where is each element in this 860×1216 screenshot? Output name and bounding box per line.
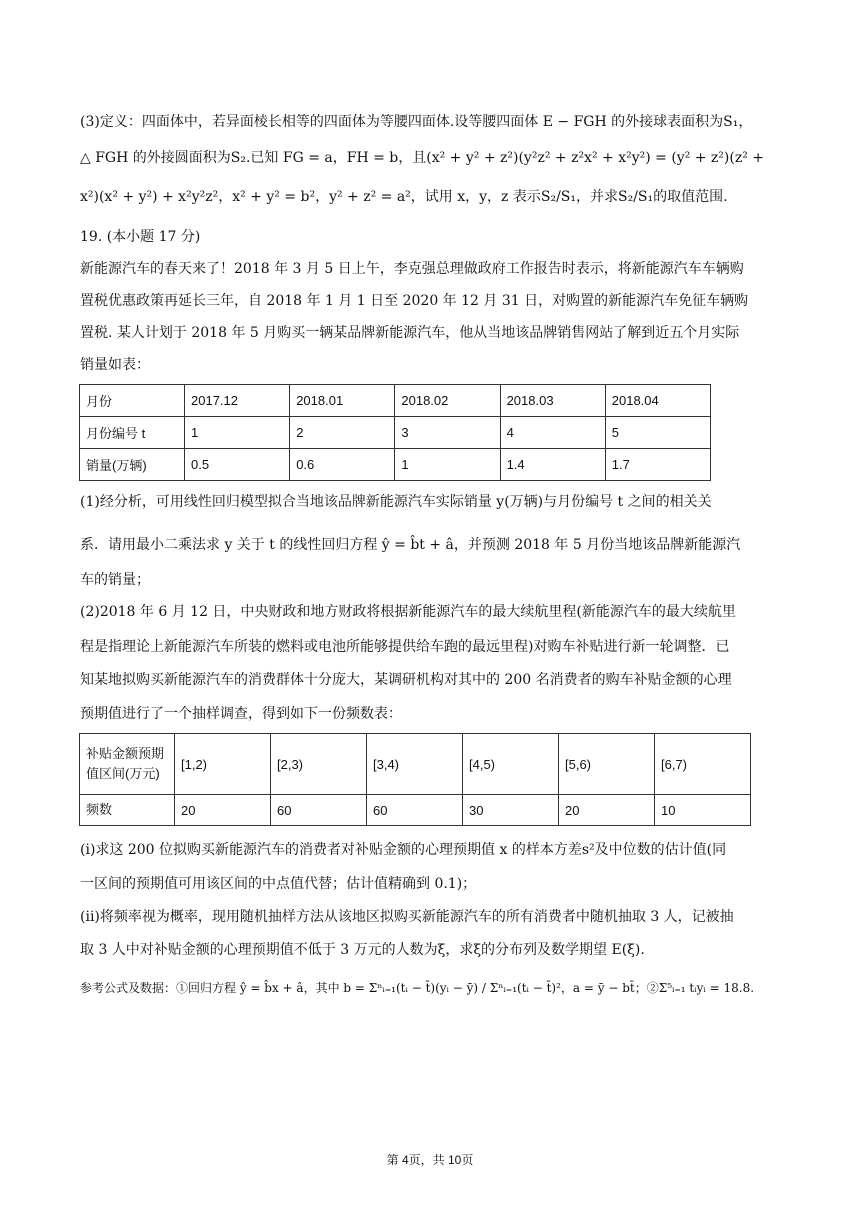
table-cell: 0.6 (290, 449, 395, 481)
table-cell: [1,2) (175, 734, 271, 795)
reference-formulas: 参考公式及数据：①回归方程 ŷ = b̂x + â，其中 b = Σⁿᵢ₌₁(tᵢ − t̄)(yᵢ − ȳ) / Σⁿᵢ₌₁(tᵢ − t̄)²，a = ȳ − bt̄；②Σ⁵ᵢ₌₁ tᵢyᵢ = 18.8. (80, 981, 755, 995)
table-cell: [4,5) (463, 734, 559, 795)
table-cell: 频数 (80, 795, 175, 826)
sub-ii-line-1: (ii)将频率视为概率，现用随机抽样方法从该地区拟购买新能源汽车的所有消费者中随机抽取 3 人，记被抽 (80, 909, 734, 925)
part2-line-4: 预期值进行了一个抽样调查，得到如下一份频数表： (80, 706, 402, 722)
table-cell: 60 (367, 795, 463, 826)
part2-line-3: 知某地拟购买新能源汽车的消费群体十分庞大，某调研机构对其中的 200 名消费者的购车补贴金额的心理 (80, 672, 732, 688)
table-cell: 2018.03 (500, 385, 605, 417)
table-cell: 1.7 (605, 449, 710, 481)
part3-line-1: (3)定义：四面体中，若异面棱长相等的四面体为等腰四面体.设等腰四面体 E − FGH 的外接球表面积为S₁， (80, 114, 753, 130)
q19-intro-line-2: 置税优惠政策再延长三年，自 2018 年 1 月 1 日至 2020 年 12 月 31 日，对购置的新能源汽车免征车辆购 (80, 293, 749, 309)
table-cell: 10 (655, 795, 751, 826)
part3-line-2: △ FGH 的外接圆面积为S₂.已知 FG = a，FH = b，且(x² + y² + z²)(y²z² + z²x² + x²y²) = (y² + z²)(z² + (80, 150, 765, 166)
sub-i-line-1: (i)求这 200 位拟购买新能源汽车的消费者对补贴金额的心理预期值 x 的样本方差s²及中位数的估计值(同 (80, 842, 727, 858)
table-cell: 20 (175, 795, 271, 826)
frequency-table (79, 733, 751, 826)
table-cell: 2018.01 (290, 385, 395, 417)
table-row (80, 385, 711, 417)
page-footer: 第 4页，共 10页 (386, 1153, 474, 1167)
table-cell: 1 (395, 449, 500, 481)
table-cell: 0.5 (185, 449, 290, 481)
table-cell: 4 (500, 417, 605, 449)
q19-intro-line-3: 置税. 某人计划于 2018 年 5 月购买一辆某品牌新能源汽车，他从当地该品牌销售网站了解到近五个月实际 (80, 325, 740, 341)
sub-ii-line-2: 取 3 人中对补贴金额的心理预期值不低于 3 万元的人数为ξ，求ξ的分布列及数学期望 E(ξ). (80, 942, 645, 958)
table-cell: 2 (290, 417, 395, 449)
part1-line-2: 系．请用最小二乘法求 y 关于 t 的线性回归方程 ŷ = b̂t + â，并预测 2018 年 5 月份当地该品牌新能源汽 (80, 537, 741, 553)
table-cell: [3,4) (367, 734, 463, 795)
table-cell: 2018.02 (395, 385, 500, 417)
table-cell: [2,3) (271, 734, 367, 795)
part1-line-1: (1)经分析，可用线性回归模型拟合当地该品牌新能源汽车实际销量 y(万辆)与月份编号 t 之间的相关关 (80, 494, 712, 510)
table-row (80, 734, 751, 795)
table-cell: 1 (185, 417, 290, 449)
table-cell: 20 (559, 795, 655, 826)
part2-line-1: (2)2018 年 6 月 12 日，中央财政和地方财政将根据新能源汽车的最大续航里程(新能源汽车的最大续航里 (80, 604, 736, 620)
table-cell: 60 (271, 795, 367, 826)
q19-intro-line-1: 新能源汽车的春天来了！2018 年 3 月 5 日上午，李克强总理做政府工作报告时表示，将新能源汽车车辆购 (80, 261, 744, 277)
table-row (80, 795, 751, 826)
part1-line-3: 车的销量； (80, 572, 150, 588)
table-cell: 2017.12 (185, 385, 290, 417)
table-cell: 月份 (80, 385, 185, 417)
table-cell: 2018.04 (605, 385, 710, 417)
table-cell: [5,6) (559, 734, 655, 795)
part3-line-3: x²)(x² + y²) + x²y²z²，x² + y² = b²，y² + z² = a²，试用 x，y，z 表示S₂/S₁，并求S₂/S₁的取值范围. (80, 189, 728, 205)
part2-line-2: 程是指理论上新能源汽车所装的燃料或电池所能够提供给车跑的最远里程)对购车补贴进行新一轮调整．已 (80, 639, 730, 655)
sales-table (79, 384, 711, 481)
table-cell: [6,7) (655, 734, 751, 795)
sub-i-line-2: 一区间的预期值可用该区间的中点值代替；估计值精确到 0.1)； (80, 876, 477, 892)
table-cell: 补贴金额预期值区间(万元) (80, 734, 175, 795)
table-cell: 3 (395, 417, 500, 449)
table-cell: 1.4 (500, 449, 605, 481)
q19-intro-line-4: 销量如表： (80, 357, 150, 373)
table-cell: 月份编号 t (80, 417, 185, 449)
question-19-heading: 19. (本小题 17 分) (80, 229, 201, 245)
table-row (80, 449, 711, 481)
table-cell: 销量(万辆) (80, 449, 185, 481)
table-cell: 5 (605, 417, 710, 449)
table-row (80, 417, 711, 449)
table-cell: 30 (463, 795, 559, 826)
